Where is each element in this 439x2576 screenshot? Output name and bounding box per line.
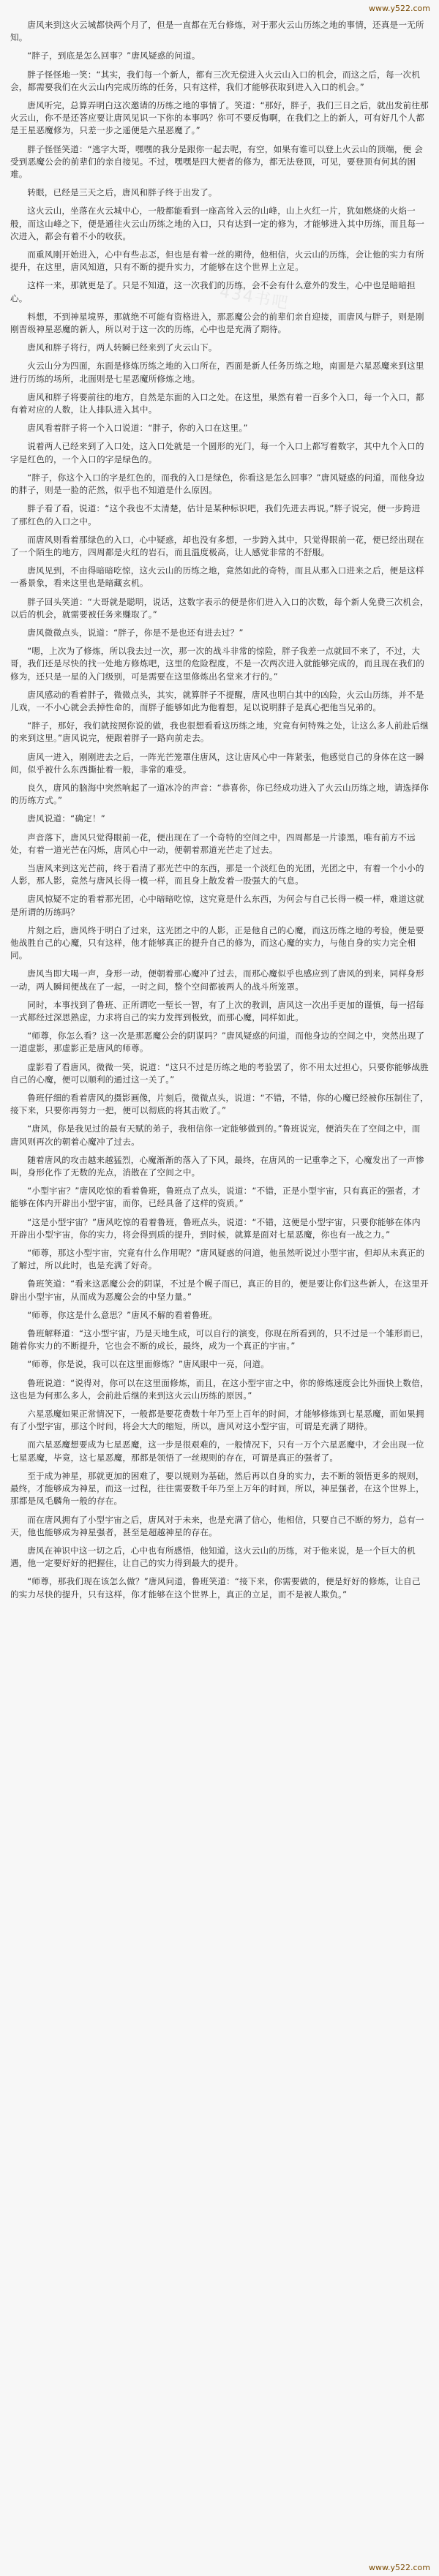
paragraph: 鲁班说道：“说得对，你可以在这里面修炼，而且，在这小型宇宙之中，你的修炼速度会比外面快上数倍，这也是为何那么多人，会前赴后继的来到这火云山历练的原因。” [10, 1377, 429, 1401]
paragraph: 良久，唐风的脑海中突然响起了一道冰冷的声音：“恭喜你，你已经成功进入了火云山历练之地，请选择你的历练方式。” [10, 782, 429, 806]
paragraph: 胖子怪怪笑道：“逃字大哥，嘿嘿的我分是跟你一起去呢，有空，如果有谁可以登上火云山的顶端，便 会受到恶魔公会的前辈们的亲自接见。不过，嘿嘿是四大便者的修为，都无法登顶，可见，要登顶有何其的困难。 [10, 143, 424, 180]
article-body [0, 19, 439, 1601]
paragraph: 胖子看了看，说道：“这个我也不太清楚，估计是某种标识吧，我们先进去再说。”胖子说完，便一步跨进了那红色的入口之中。 [10, 503, 421, 527]
paragraph: 唐风来到这火云城都快两个月了，但是一直都在无台修炼，对于那火云山历练之地的事情，还真是一无所知。 [10, 20, 424, 43]
paragraph: “小型宇宙？”唐风吃惊的看着鲁班，鲁班点了点头，说道：“不错，正是小型宇宙，只有真正的强者，才能够在体内开辟出小型宇宙，而你，已经具备了这样的资质。” [10, 1186, 421, 1209]
paragraph: 而重风刚开始进入，心中有些忐忑，但也是有着一丝的期待，他相信，火云山的历练，会让他的实力有所提升，在这里，唐风知道，只有不断的提升实力，才能够在这个世界上立足。 [10, 249, 424, 273]
paragraph: 说着两人已经来到了入口处，这入口处就是一个圆形的光门，每一个入口上都写着数字，其中九个入口的字是红色的，一个入口的字是绿色的。 [10, 441, 424, 464]
paragraph: 唐风惊疑不定的看着那光团，心中暗暗吃惊，这究竟是什么东西，为何会与自己长得一模一样，难道这就是所谓的历练吗？ [10, 894, 424, 917]
paragraph: “师尊，你是说，我可以在这里面修炼？”唐风眼中一亮，问道。 [27, 1359, 270, 1370]
paragraph: 唐风在神识中这一切之后，心中也有所感悟，他知道，这火云山的历练，对于他来说，是一个巨大的机遇，他一定要好好的把握住，让自己的实力得到最大的提升。 [10, 1545, 416, 1569]
paragraph: 唐风看着胖子将一个入口说道：“胖子，你的入口在这里。” [27, 423, 248, 434]
paragraph: 料想，不到神星境界，那就绝不可能有资格进入，那恶魔公会的前辈们亲自迎接，而唐风与胖子，则是刚刚晋级神星恶魔的新人，所以对于这一次的历练，心中也是充满了期待。 [10, 311, 424, 335]
paragraph: “嗯，上次为了修炼，所以我去过一次，那一次的战斗非常的惊险，胖子我差一点就回不来了，不过，大哥，我们还是尽快的找一处地方修炼吧，这里的危险程度，不是一次两次进入就能够完成的，而且现在我们的修为，还只是一星的入门级别，可是需要在这里修炼出名堂来才行的。” [10, 646, 425, 682]
paragraph: 随着唐风的攻击越来越猛烈，心魔渐渐的落入了下风，最终，在唐风的一记重拳之下，心魔发出了一声惨叫，身形化作了无数的光点，消散在了空间之中。 [10, 1154, 424, 1178]
paragraph: 唐风一进入，刚刚进去之后，一阵光芒笼罩住唐风，这让唐风心中一阵紧张，他感觉自己的身体在这一瞬间，似乎被什么东西撕扯着一般，非常的难受。 [10, 751, 424, 775]
paragraph: “师尊，你怎么看？这一次是那恶魔公会的阴谋吗？”唐风疑惑的问道，而他身边的空间之中，突然出现了一道虚影，那虚影正是唐风的师尊。 [10, 1031, 425, 1054]
paragraph: 唐风微微点头，说道：“胖子，你是不是也还有进去过？” [27, 627, 244, 638]
paragraph: 唐风见到，不由得暗暗吃惊，这火云山的历练之地，竟然如此的奇特，而且从那入口进来之后，便是这样一番景象，看来这里也是暗藏玄机。 [10, 565, 424, 589]
watermark: 434书吧 [218, 282, 291, 314]
paragraph: 六星恶魔如果正常情况下，一般都是要花费数十年乃至上百年的时间，才能够修炼到七星恶魔，而如果拥有了小型宇宙，那这个时间，将会大大的缩短，所以，唐风对这小型宇宙，可谓是充满了期待。 [10, 1409, 424, 1432]
paragraph: 火云山分为四面，东面是修炼历练之地的入口所在，西面是新人任务历练之地，南面是六星恶魔来到这里进行历练的场所，北面则是七星恶魔所修炼之地。 [10, 361, 424, 384]
paragraph: 唐风当即大喝一声，身形一动，便朝着那心魔冲了过去，而那心魔似乎也感应到了唐风的到来，同样身形一动，两人瞬间便战在了一起，一时之间，整个空间都被两人的战斗所笼罩。 [10, 968, 424, 992]
paragraph: “这是小型宇宙？”唐风吃惊的看着鲁班，鲁班点头，说道：“不错，这便是小型宇宙，只要你能够在体内开辟出小型宇宙，你的实力，将会得到质的提升，到时候，就算是面对七星恶魔，你也有一战之力。” [10, 1216, 421, 1240]
paragraph: 唐风感动的看着胖子，微微点头，其实，就算胖子不提醒，唐风也明白其中的凶险，火云山历练，并不是儿戏，一不小心就会丢掉性命的，而胖子能够如此为他着想，足以说明胖子是真心把他当兄弟的。 [10, 689, 424, 712]
paragraph: 唐风说道：“确定！” [27, 813, 105, 824]
paragraph: 片刻之后，唐风终于明白了过来，这光团之中的人影，正是他自己的心魔，而这历练之地的考验，便是要他战胜自己的心魔，只有这样，他才能够真正的提升自己的修为，而这心魔的实力，与他自身的实力完全相同。 [10, 924, 424, 961]
paragraph: 而在唐风拥有了小型宇宙之后，唐风对于未来，也是充满了信心，他相信，只要自己不断的努力，总有一天，他也能够成为神星强者，甚至是超越神星的存在。 [10, 1514, 424, 1537]
paragraph: 而六星恶魔想要成为七星恶魔，这一步是很艰难的，一般情况下，只有一万个六星恶魔中，才会出现一位七星恶魔，毕竟，这七星恶魔，那都是领悟了一丝规则的存在，可谓是真正的强者了。 [10, 1439, 424, 1463]
paragraph: 唐风和胖子将要前往的地方，自然是东面的入口之处。在这里，果然有着一百多个入口，每一个入口，都有着对应的人数，让人排队进入其中。 [10, 391, 424, 415]
paragraph: 鲁班仔细的看着唐风的摄影画像，片刻后，微微点头，说道：“不错，不错，你的心魔已经被你压制住了，接下来，只要你再努力一把，便可以彻底的将其击败了。” [10, 1093, 429, 1116]
paragraph: 转眼，已经是三天之后，唐风和胖子终于出发了。 [27, 187, 217, 198]
paragraph: 唐风听完，总算弄明白这次邀请的历练之地的事情了。笑道：“那好，胖子，我们三日之后，就出发前往那火云山，你不是还答应要让唐风见识一下你的本事吗？你可不要反悔啊，在我们之上的新人，可有好几个人都是王星恶魔修为，只差一步之遥便是六星恶魔了。” [10, 100, 429, 136]
paragraph: 鲁班笑道：“看来这恶魔公会的阴谋，不过是个幌子而已，真正的目的，便是要让你们这些新人，在这里开辟出小型宇宙，从而成为恶魔公会的中坚力量。” [10, 1278, 429, 1302]
paragraph: 虚影看了看唐风，微微一笑，说道：“这只不过是历练之地的考验罢了，你不用太过担心，只要你能够战胜自己的心魔，便可以顺利的通过这一关了。” [10, 1061, 429, 1085]
paragraph: 这火云山，坐落在火云城中心，一般都能看到一座高耸入云的山峰，山上火红一片，犹如燃烧的火焰一般，而这山峰之下，便是通往火云山历练之地的入口，只有达到一定的修为，才能够进入其中历练，而且每一次进入，都会有着不小的收获。 [10, 206, 425, 241]
site-header [0, 0, 439, 19]
paragraph: 胖子怪怪地一笑：“其实，我们每一个新人，都有三次无偿进入火云山入口的机会，而这之后，每一次机会，都需要我们在火云山内完成历练的任务，只有这样，我们才能够获取到进入入口的机会。” [10, 69, 421, 92]
paragraph: “唐风，你是我见过的最有天赋的弟子，我相信你一定能够做到的。”鲁班说完，便消失在了空间之中，而唐风则再次的朝着心魔冲了过去。 [10, 1123, 421, 1147]
paragraph: 胖子回头笑道：“大哥就是聪明，说话，这数字表示的便是你们进入入口的次数，每个新人免费三次机会，以后的机会，就需要被任务来赚取了。” [10, 596, 429, 619]
paragraph: 而唐风则看着那绿色的入口，心中疑惑，却也没有多想，一步跨入其中，只觉得眼前一花，便已经出现在了一个陌生的地方，四周都是火红的岩石，而且温度极高，让人感觉非常的不舒服。 [10, 534, 424, 557]
paragraph: 唐风和胖子将行，两人转瞬已经来到了火云山下。 [27, 342, 217, 353]
paragraph: “胖子，那好，我们就按照你说的做，我也很想看看这历练之地，究竟有何特殊之处，让这么多人前赴后继的来到这里。”唐风说完，便跟着胖子一路向前走去。 [10, 720, 429, 744]
paragraph: “胖子，你这个入口的字是红色的，而我的入口是绿色，你看这是怎么回事？”唐风疑惑的问道，而他身边的胖子，则是一脸的茫然，似乎也不知道是什么原因。 [10, 472, 425, 496]
paragraph: 同时，本事找到了鲁班、正所谓吃一堑长一智，有了上次的教训，唐风这一次出手更加的谨慎，每一招每一式都经过深思熟虑，力求将自己的实力发挥到极致，而那心魔，同样如此。 [10, 999, 424, 1023]
paragraph: 鲁班解释道：“这小型宇宙，乃是天地生成，可以自行的演变，你现在所看到的，只不过是一个雏形而已，随着你实力的不断提升，它也会不断的成长，最终，成为一个真正的宇宙。” [10, 1328, 429, 1352]
site-footer [0, 2560, 439, 2576]
site-url[interactable]: www.y522.com [369, 4, 430, 13]
paragraph: 声音落下，唐风只觉得眼前一花，便出现在了一个奇特的空间之中，四周都是一片漆黑，唯有前方不远处，有着一道光芒在闪烁，唐风心中一动，便朝着那道光芒走了过去。 [10, 832, 416, 855]
paragraph: “胖子，到底是怎么回事？”唐风疑惑的问道。 [27, 50, 200, 61]
paragraph: “师尊，那我们现在该怎么做？”唐风问道，鲁班笑道：“接下来，你需要做的，便是好好的修炼，让自己的实力尽快的提升，只有这样，你才能够在这个世界上，真正的立足，而不是被人欺负。” [10, 1576, 421, 1600]
paragraph: “师尊，那这小型宇宙，究竟有什么作用呢？”唐风疑惑的问道，他虽然听说过小型宇宙，但却从未真正的了解过，所以此时，也是充满了好奇。 [10, 1248, 425, 1271]
paragraph: 当唐风来到这光芒前，终于看清了那光芒中的东西，那是一个淡红色的光团，光团之中，有着一个小小的人影，那人影，竟然与唐风长得一模一样，而且身上散发着一股强大的气息。 [10, 862, 424, 886]
paragraph: 至于成为神星，那就更加的困难了，要以规则为基础，然后再以自身的实力，去不断的领悟更多的规则，最终，才能够成为神星，而这一过程，往往需要数千年乃至上万年的时间，所以，神星强者，在这个世界上，那都是凤毛麟角一般的存在。 [10, 1470, 425, 1507]
paragraph: 这样一来，那就更是了。只是不知道，这一次我们的历练，会不会有什么意外的发生，心中也是暗暗担心。 [10, 280, 416, 304]
paragraph: “师尊，你这是什么意思？”唐风不解的看着鲁班。 [27, 1309, 218, 1320]
footer-site-url[interactable]: www.y522.com [369, 2563, 430, 2572]
